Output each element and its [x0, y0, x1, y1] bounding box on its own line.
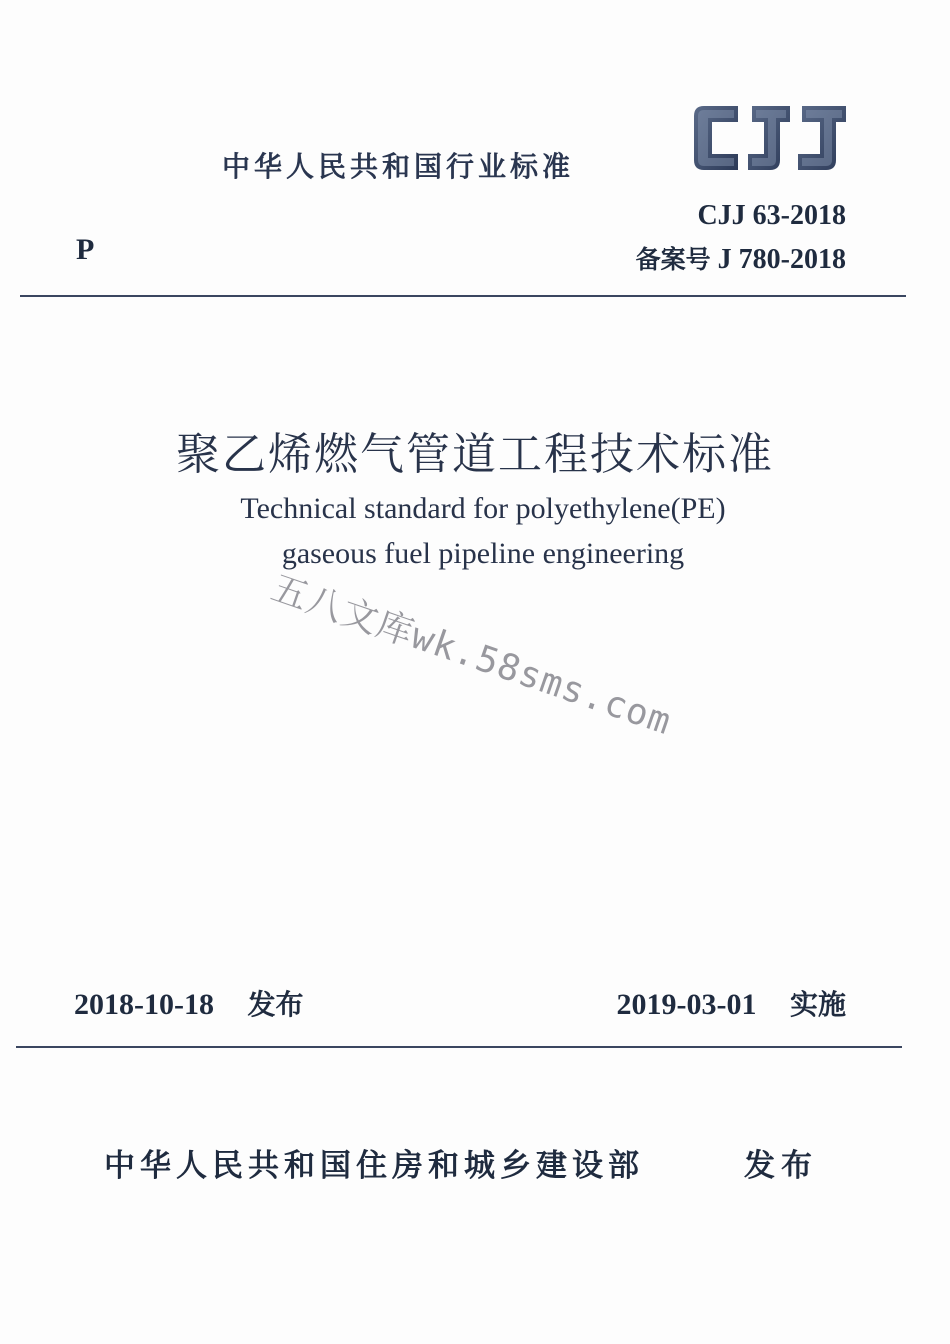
effective-date-line [617, 983, 847, 1023]
category-letter: P [76, 233, 95, 266]
title-english-line2: gaseous fuel pipeline engineering [281, 537, 685, 570]
svg-text:CJJ: CJJ [690, 98, 692, 99]
issuer-heading: 中华人民共和国行业标准 [222, 150, 575, 183]
standard-number: CJJ 63-2018 [697, 200, 846, 231]
record-number: J 780-2018 [717, 244, 846, 275]
issue-date: 2018-10-18 [74, 988, 214, 1021]
effective-date: 2019-03-01 [616, 988, 757, 1021]
publisher-action: 发布 [744, 1148, 818, 1184]
publisher-name: 中华人民共和国住房和城乡建设部 [104, 1148, 644, 1184]
effective-label: 实施 [789, 988, 846, 1021]
issue-label: 发布 [247, 988, 304, 1021]
record-label: 备案号 [635, 245, 711, 274]
top-divider [20, 295, 906, 297]
watermark: 五八文库wk.58sms.com [266, 567, 677, 744]
title-chinese: 聚乙烯燃气管道工程技术标准 [176, 429, 774, 480]
issue-date-line [74, 983, 304, 1023]
record-number-line [636, 240, 846, 276]
bottom-divider [16, 1046, 902, 1048]
cjj-logo [690, 98, 850, 178]
title-english-line1: Technical standard for polyethylene(PE) [240, 492, 726, 525]
